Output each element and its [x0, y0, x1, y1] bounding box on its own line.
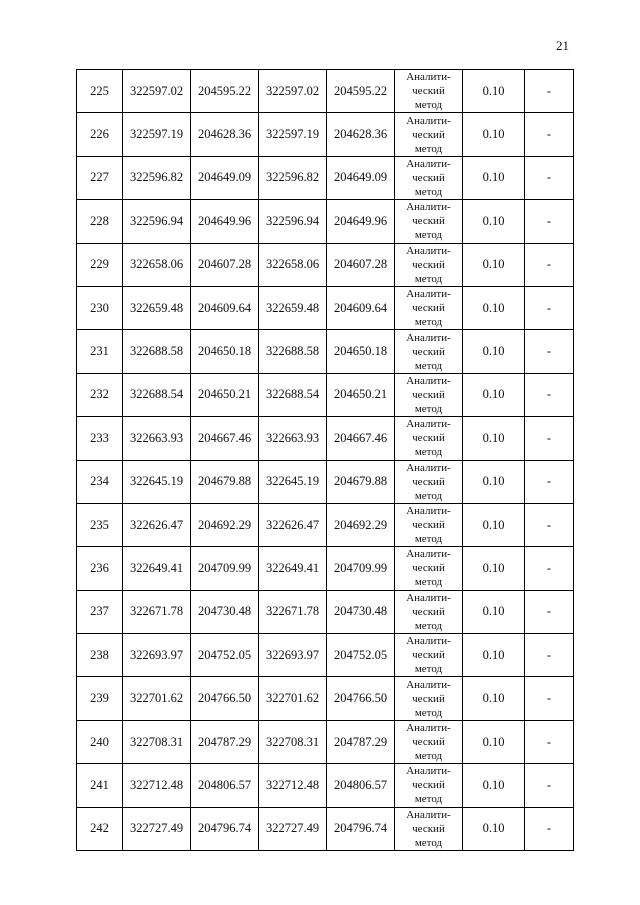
accuracy-cell: 0.10 — [463, 807, 525, 850]
x-coordinate-cell: 322597.02 — [259, 70, 327, 113]
x-coordinate-cell: 322597.19 — [123, 113, 191, 156]
y-coordinate-cell: 204650.18 — [191, 330, 259, 373]
method-text-line: Аналити- — [406, 505, 451, 518]
method-text-line: метод — [414, 185, 443, 198]
note-cell: - — [525, 807, 574, 850]
x-coordinate-cell: 322693.97 — [259, 634, 327, 677]
method-text-line: ческий — [412, 822, 445, 835]
method-text-line: Аналити- — [406, 461, 451, 474]
table-row — [77, 243, 574, 286]
point-number-cell: 238 — [77, 634, 123, 677]
y-coordinate-cell: 204679.88 — [191, 460, 259, 503]
method-cell — [395, 200, 463, 243]
accuracy-cell: 0.10 — [463, 720, 525, 763]
point-number-cell: 242 — [77, 807, 123, 850]
accuracy-cell: 0.10 — [463, 330, 525, 373]
method-text-line: ческий — [412, 302, 445, 315]
note-cell: - — [525, 764, 574, 807]
method-text-line: ческий — [412, 388, 445, 401]
note-cell: - — [525, 590, 574, 633]
coordinates-table — [76, 69, 574, 851]
y-coordinate-cell: 204607.28 — [191, 243, 259, 286]
x-coordinate-cell: 322596.82 — [123, 156, 191, 199]
method-cell — [395, 417, 463, 460]
method-text-line: Аналити- — [406, 722, 451, 735]
note-cell: - — [525, 720, 574, 763]
y-coordinate-cell: 204752.05 — [191, 634, 259, 677]
y-coordinate-cell: 204730.48 — [191, 590, 259, 633]
note-cell: - — [525, 70, 574, 113]
y-coordinate-cell: 204752.05 — [327, 634, 395, 677]
method-text-line: Аналити- — [406, 548, 451, 561]
method-text-line: ческий — [412, 779, 445, 792]
note-cell: - — [525, 547, 574, 590]
x-coordinate-cell: 322688.54 — [123, 373, 191, 416]
y-coordinate-cell: 204709.99 — [191, 547, 259, 590]
method-text-line: Аналити- — [406, 418, 451, 431]
x-coordinate-cell: 322645.19 — [123, 460, 191, 503]
point-number-cell: 228 — [77, 200, 123, 243]
x-coordinate-cell: 322693.97 — [123, 634, 191, 677]
method-text-line: Аналити- — [406, 114, 451, 127]
method-cell — [395, 677, 463, 720]
accuracy-cell: 0.10 — [463, 503, 525, 546]
method-text-line: метод — [414, 836, 443, 849]
x-coordinate-cell: 322671.78 — [123, 590, 191, 633]
method-text-line: Аналити- — [406, 201, 451, 214]
y-coordinate-cell: 204796.74 — [327, 807, 395, 850]
table-row — [77, 634, 574, 677]
x-coordinate-cell: 322597.02 — [123, 70, 191, 113]
note-cell: - — [525, 286, 574, 329]
method-text-line: метод — [414, 533, 443, 546]
y-coordinate-cell: 204787.29 — [327, 720, 395, 763]
y-coordinate-cell: 204787.29 — [191, 720, 259, 763]
method-text-line: Аналити- — [406, 765, 451, 778]
method-text-line: Аналити- — [406, 808, 451, 821]
method-cell — [395, 547, 463, 590]
method-text-line: ческий — [412, 215, 445, 228]
x-coordinate-cell: 322649.41 — [123, 547, 191, 590]
y-coordinate-cell: 204766.50 — [191, 677, 259, 720]
method-text-line: метод — [414, 793, 443, 806]
x-coordinate-cell: 322727.49 — [259, 807, 327, 850]
method-cell — [395, 590, 463, 633]
y-coordinate-cell: 204692.29 — [191, 503, 259, 546]
point-number-cell: 239 — [77, 677, 123, 720]
table-row — [77, 460, 574, 503]
x-coordinate-cell: 322626.47 — [259, 503, 327, 546]
x-coordinate-cell: 322596.94 — [123, 200, 191, 243]
x-coordinate-cell: 322649.41 — [259, 547, 327, 590]
method-cell — [395, 764, 463, 807]
table-row — [77, 200, 574, 243]
y-coordinate-cell: 204650.21 — [191, 373, 259, 416]
x-coordinate-cell: 322671.78 — [259, 590, 327, 633]
accuracy-cell: 0.10 — [463, 590, 525, 633]
table-row — [77, 677, 574, 720]
note-cell: - — [525, 200, 574, 243]
method-text-line: ческий — [412, 736, 445, 749]
method-text-line: ческий — [412, 562, 445, 575]
method-text-line: Аналити- — [406, 678, 451, 691]
point-number-cell: 227 — [77, 156, 123, 199]
point-number-cell: 232 — [77, 373, 123, 416]
method-text-line: ческий — [412, 605, 445, 618]
method-text-line: ческий — [412, 258, 445, 271]
point-number-cell: 235 — [77, 503, 123, 546]
method-text-line: ческий — [412, 432, 445, 445]
y-coordinate-cell: 204628.36 — [327, 113, 395, 156]
table-row — [77, 113, 574, 156]
method-text-line: Аналити- — [406, 331, 451, 344]
table-row — [77, 70, 574, 113]
accuracy-cell: 0.10 — [463, 373, 525, 416]
point-number-cell: 229 — [77, 243, 123, 286]
table-row — [77, 417, 574, 460]
point-number-cell: 230 — [77, 286, 123, 329]
accuracy-cell: 0.10 — [463, 286, 525, 329]
table-row — [77, 503, 574, 546]
point-number-cell: 240 — [77, 720, 123, 763]
y-coordinate-cell: 204730.48 — [327, 590, 395, 633]
x-coordinate-cell: 322712.48 — [123, 764, 191, 807]
x-coordinate-cell: 322701.62 — [259, 677, 327, 720]
y-coordinate-cell: 204609.64 — [327, 286, 395, 329]
method-cell — [395, 156, 463, 199]
point-number-cell: 231 — [77, 330, 123, 373]
y-coordinate-cell: 204649.09 — [191, 156, 259, 199]
method-text-line: метод — [414, 99, 443, 112]
accuracy-cell: 0.10 — [463, 70, 525, 113]
method-text-line: ческий — [412, 692, 445, 705]
table-row — [77, 330, 574, 373]
method-cell — [395, 330, 463, 373]
point-number-cell: 237 — [77, 590, 123, 633]
method-text-line: ческий — [412, 345, 445, 358]
method-cell — [395, 503, 463, 546]
y-coordinate-cell: 204650.18 — [327, 330, 395, 373]
x-coordinate-cell: 322688.58 — [123, 330, 191, 373]
y-coordinate-cell: 204806.57 — [191, 764, 259, 807]
y-coordinate-cell: 204650.21 — [327, 373, 395, 416]
note-cell: - — [525, 156, 574, 199]
table-row — [77, 720, 574, 763]
method-cell — [395, 373, 463, 416]
method-text-line: метод — [414, 489, 443, 502]
x-coordinate-cell: 322645.19 — [259, 460, 327, 503]
table-row — [77, 373, 574, 416]
method-text-line: метод — [414, 229, 443, 242]
note-cell: - — [525, 503, 574, 546]
point-number-cell: 234 — [77, 460, 123, 503]
method-cell — [395, 634, 463, 677]
method-text-line: ческий — [412, 649, 445, 662]
x-coordinate-cell: 322663.93 — [259, 417, 327, 460]
method-text-line: метод — [414, 316, 443, 329]
method-cell — [395, 243, 463, 286]
y-coordinate-cell: 204607.28 — [327, 243, 395, 286]
accuracy-cell: 0.10 — [463, 547, 525, 590]
method-text-line: ческий — [412, 171, 445, 184]
note-cell: - — [525, 634, 574, 677]
method-text-line: Аналити- — [406, 635, 451, 648]
x-coordinate-cell: 322658.06 — [259, 243, 327, 286]
accuracy-cell: 0.10 — [463, 634, 525, 677]
y-coordinate-cell: 204628.36 — [191, 113, 259, 156]
x-coordinate-cell: 322658.06 — [123, 243, 191, 286]
x-coordinate-cell: 322626.47 — [123, 503, 191, 546]
x-coordinate-cell: 322688.54 — [259, 373, 327, 416]
table-row — [77, 156, 574, 199]
method-text-line: метод — [414, 576, 443, 589]
method-text-line: Аналити- — [406, 591, 451, 604]
method-cell — [395, 113, 463, 156]
method-text-line: Аналити- — [406, 288, 451, 301]
x-coordinate-cell: 322659.48 — [259, 286, 327, 329]
method-cell — [395, 807, 463, 850]
accuracy-cell: 0.10 — [463, 113, 525, 156]
y-coordinate-cell: 204709.99 — [327, 547, 395, 590]
y-coordinate-cell: 204667.46 — [327, 417, 395, 460]
x-coordinate-cell: 322727.49 — [123, 807, 191, 850]
y-coordinate-cell: 204595.22 — [327, 70, 395, 113]
method-text-line: метод — [414, 272, 443, 285]
y-coordinate-cell: 204595.22 — [191, 70, 259, 113]
method-text-line: ческий — [412, 519, 445, 532]
point-number-cell: 225 — [77, 70, 123, 113]
note-cell: - — [525, 243, 574, 286]
note-cell: - — [525, 330, 574, 373]
accuracy-cell: 0.10 — [463, 156, 525, 199]
note-cell: - — [525, 417, 574, 460]
point-number-cell: 226 — [77, 113, 123, 156]
note-cell: - — [525, 373, 574, 416]
x-coordinate-cell: 322597.19 — [259, 113, 327, 156]
accuracy-cell: 0.10 — [463, 417, 525, 460]
y-coordinate-cell: 204649.09 — [327, 156, 395, 199]
y-coordinate-cell: 204796.74 — [191, 807, 259, 850]
note-cell: - — [525, 677, 574, 720]
method-text-line: метод — [414, 359, 443, 372]
point-number-cell: 236 — [77, 547, 123, 590]
method-cell — [395, 286, 463, 329]
method-text-line: метод — [414, 750, 443, 763]
table-body — [77, 70, 574, 851]
table-row — [77, 286, 574, 329]
y-coordinate-cell: 204679.88 — [327, 460, 395, 503]
method-text-line: метод — [414, 402, 443, 415]
method-text-line: метод — [414, 142, 443, 155]
method-text-line: ческий — [412, 475, 445, 488]
note-cell: - — [525, 113, 574, 156]
method-cell — [395, 460, 463, 503]
y-coordinate-cell: 204692.29 — [327, 503, 395, 546]
method-text-line: метод — [414, 446, 443, 459]
method-text-line: метод — [414, 706, 443, 719]
y-coordinate-cell: 204649.96 — [191, 200, 259, 243]
x-coordinate-cell: 322708.31 — [259, 720, 327, 763]
accuracy-cell: 0.10 — [463, 677, 525, 720]
y-coordinate-cell: 204806.57 — [327, 764, 395, 807]
point-number-cell: 233 — [77, 417, 123, 460]
method-text-line: ческий — [412, 85, 445, 98]
accuracy-cell: 0.10 — [463, 243, 525, 286]
x-coordinate-cell: 322688.58 — [259, 330, 327, 373]
method-text-line: Аналити- — [406, 374, 451, 387]
method-text-line: метод — [414, 663, 443, 676]
table-row — [77, 764, 574, 807]
method-text-line: ческий — [412, 128, 445, 141]
x-coordinate-cell: 322596.82 — [259, 156, 327, 199]
x-coordinate-cell: 322659.48 — [123, 286, 191, 329]
x-coordinate-cell: 322708.31 — [123, 720, 191, 763]
x-coordinate-cell: 322712.48 — [259, 764, 327, 807]
y-coordinate-cell: 204649.96 — [327, 200, 395, 243]
y-coordinate-cell: 204766.50 — [327, 677, 395, 720]
method-text-line: Аналити- — [406, 244, 451, 257]
point-number-cell: 241 — [77, 764, 123, 807]
table-row — [77, 590, 574, 633]
y-coordinate-cell: 204667.46 — [191, 417, 259, 460]
accuracy-cell: 0.10 — [463, 460, 525, 503]
accuracy-cell: 0.10 — [463, 200, 525, 243]
method-text-line: метод — [414, 619, 443, 632]
x-coordinate-cell: 322663.93 — [123, 417, 191, 460]
page-number: 21 — [556, 38, 569, 53]
method-text-line: Аналити- — [406, 71, 451, 84]
method-cell — [395, 720, 463, 763]
x-coordinate-cell: 322701.62 — [123, 677, 191, 720]
table-row — [77, 807, 574, 850]
note-cell: - — [525, 460, 574, 503]
x-coordinate-cell: 322596.94 — [259, 200, 327, 243]
method-cell — [395, 70, 463, 113]
y-coordinate-cell: 204609.64 — [191, 286, 259, 329]
accuracy-cell: 0.10 — [463, 764, 525, 807]
method-text-line: Аналити- — [406, 157, 451, 170]
table-row — [77, 547, 574, 590]
